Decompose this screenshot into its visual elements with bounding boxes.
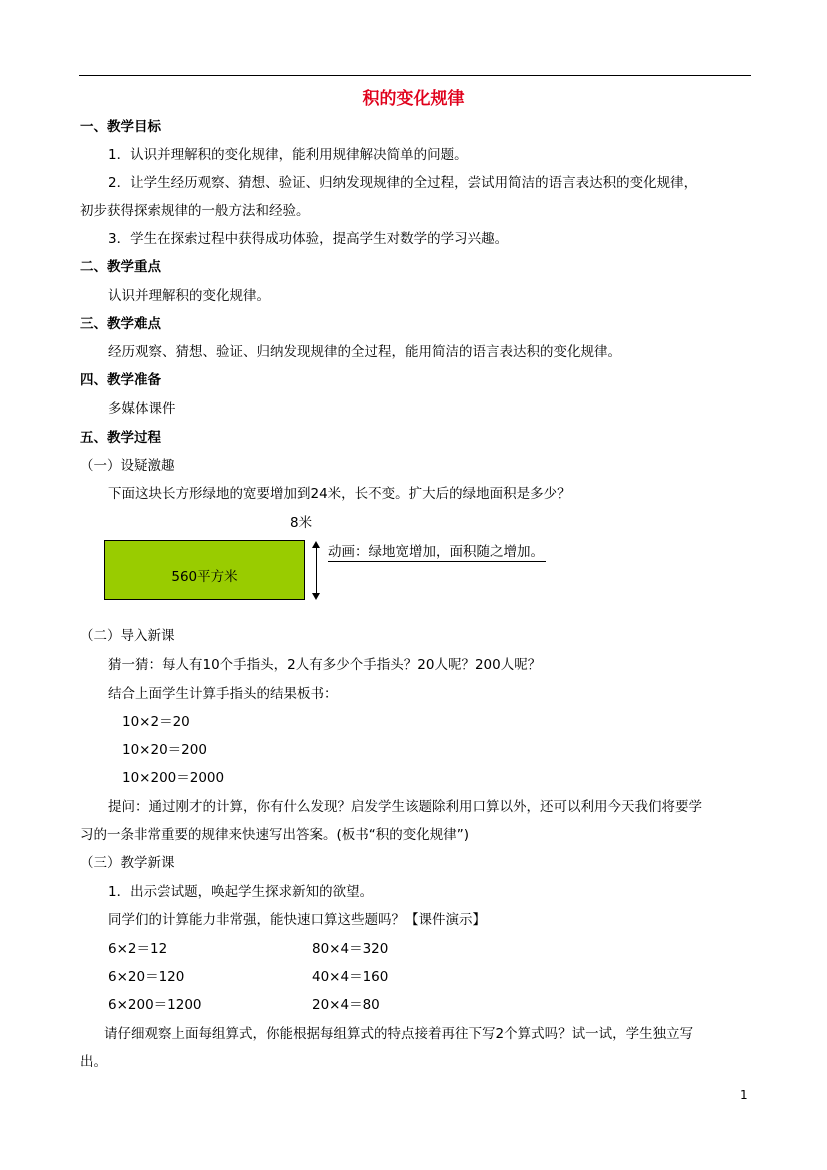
equation-right: 40×4＝160 (312, 969, 389, 985)
equation: 10×200＝2000 (122, 770, 225, 786)
page-title: 积的变化规律 (362, 89, 465, 109)
section-heading-difficulties: 三、教学难点 (80, 316, 161, 332)
page-number: 1 (740, 1088, 748, 1102)
height-dimension-line (316, 544, 317, 598)
rect-width-label: 8米 (290, 515, 313, 531)
header-rule (79, 75, 751, 76)
part1-heading: （一）设疑激趣 (80, 458, 175, 474)
equation: 10×2＝20 (122, 714, 190, 730)
part2-guess: 猜一猜：每人有10个手指头，2人有多少个手指头？20人呢？200人呢？ (108, 657, 542, 673)
part2-board: 结合上面学生计算手指头的结果板书： (108, 686, 338, 702)
green-field-rect (104, 540, 305, 600)
part2-ask-line2: 习的一条非常重要的规律来快速写出答案。(板书“积的变化规律”) (80, 827, 470, 843)
section-heading-key-points: 二、教学重点 (80, 259, 161, 275)
objective-2-line2: 初步获得探索规律的一般方法和经验。 (80, 203, 310, 219)
rect-area-label: 560平方米 (171, 569, 238, 585)
objective-3: 3．学生在探索过程中获得成功体验，提高学生对数学的学习兴趣。 (108, 231, 509, 247)
equation-right: 20×4＝80 (312, 997, 380, 1013)
part3-p1: 1．出示尝试题，唤起学生探求新知的欲望。 (108, 884, 374, 900)
arrow-down-icon (312, 593, 320, 600)
part2-ask-line1: 提问：通过刚才的计算，你有什么发现？启发学生该题除利用口算以外，还可以利用今天我们将要学 (108, 799, 702, 815)
part2-heading: （二）导入新课 (80, 628, 175, 644)
equation-right: 80×4＝320 (312, 941, 389, 957)
arrow-up-icon (312, 541, 320, 548)
objective-1: 1．认识并理解积的变化规律，能利用规律解决简单的问题。 (108, 147, 468, 163)
preparation-text: 多媒体课件 (108, 401, 176, 417)
section-heading-process: 五、教学过程 (80, 430, 161, 446)
part3-p2: 同学们的计算能力非常强，能快速口算这些题吗？【课件演示】 (108, 912, 486, 928)
part1-question: 下面这块长方形绿地的宽要增加到24米，长不变。扩大后的绿地面积是多少？ (108, 486, 571, 502)
equation-left: 6×200＝1200 (108, 997, 202, 1013)
part3-p3-line2: 出。 (80, 1054, 107, 1070)
key-point-text: 认识并理解积的变化规律。 (108, 288, 270, 304)
equation: 10×20＝200 (122, 742, 207, 758)
equation-left: 6×20＝120 (108, 969, 185, 985)
objective-2-line1: 2．让学生经历观察、猜想、验证、归纳发现规律的全过程，尝试用简洁的语言表达积的变化规律， (108, 175, 698, 191)
equation-left: 6×2＝12 (108, 941, 168, 957)
section-heading-objectives: 一、教学目标 (80, 119, 161, 135)
part3-heading: （三）教学新课 (80, 855, 175, 871)
difficulty-text: 经历观察、猜想、验证、归纳发现规律的全过程，能用简洁的语言表达积的变化规律。 (108, 344, 621, 360)
part3-p3-line1: 请仔细观察上面每组算式，你能根据每组算式的特点接着再往下写2个算式吗？试一试，学生独立写 (104, 1026, 694, 1042)
section-heading-preparation: 四、教学准备 (80, 372, 161, 388)
animation-note: 动画：绿地宽增加，面积随之增加。 (328, 544, 544, 560)
